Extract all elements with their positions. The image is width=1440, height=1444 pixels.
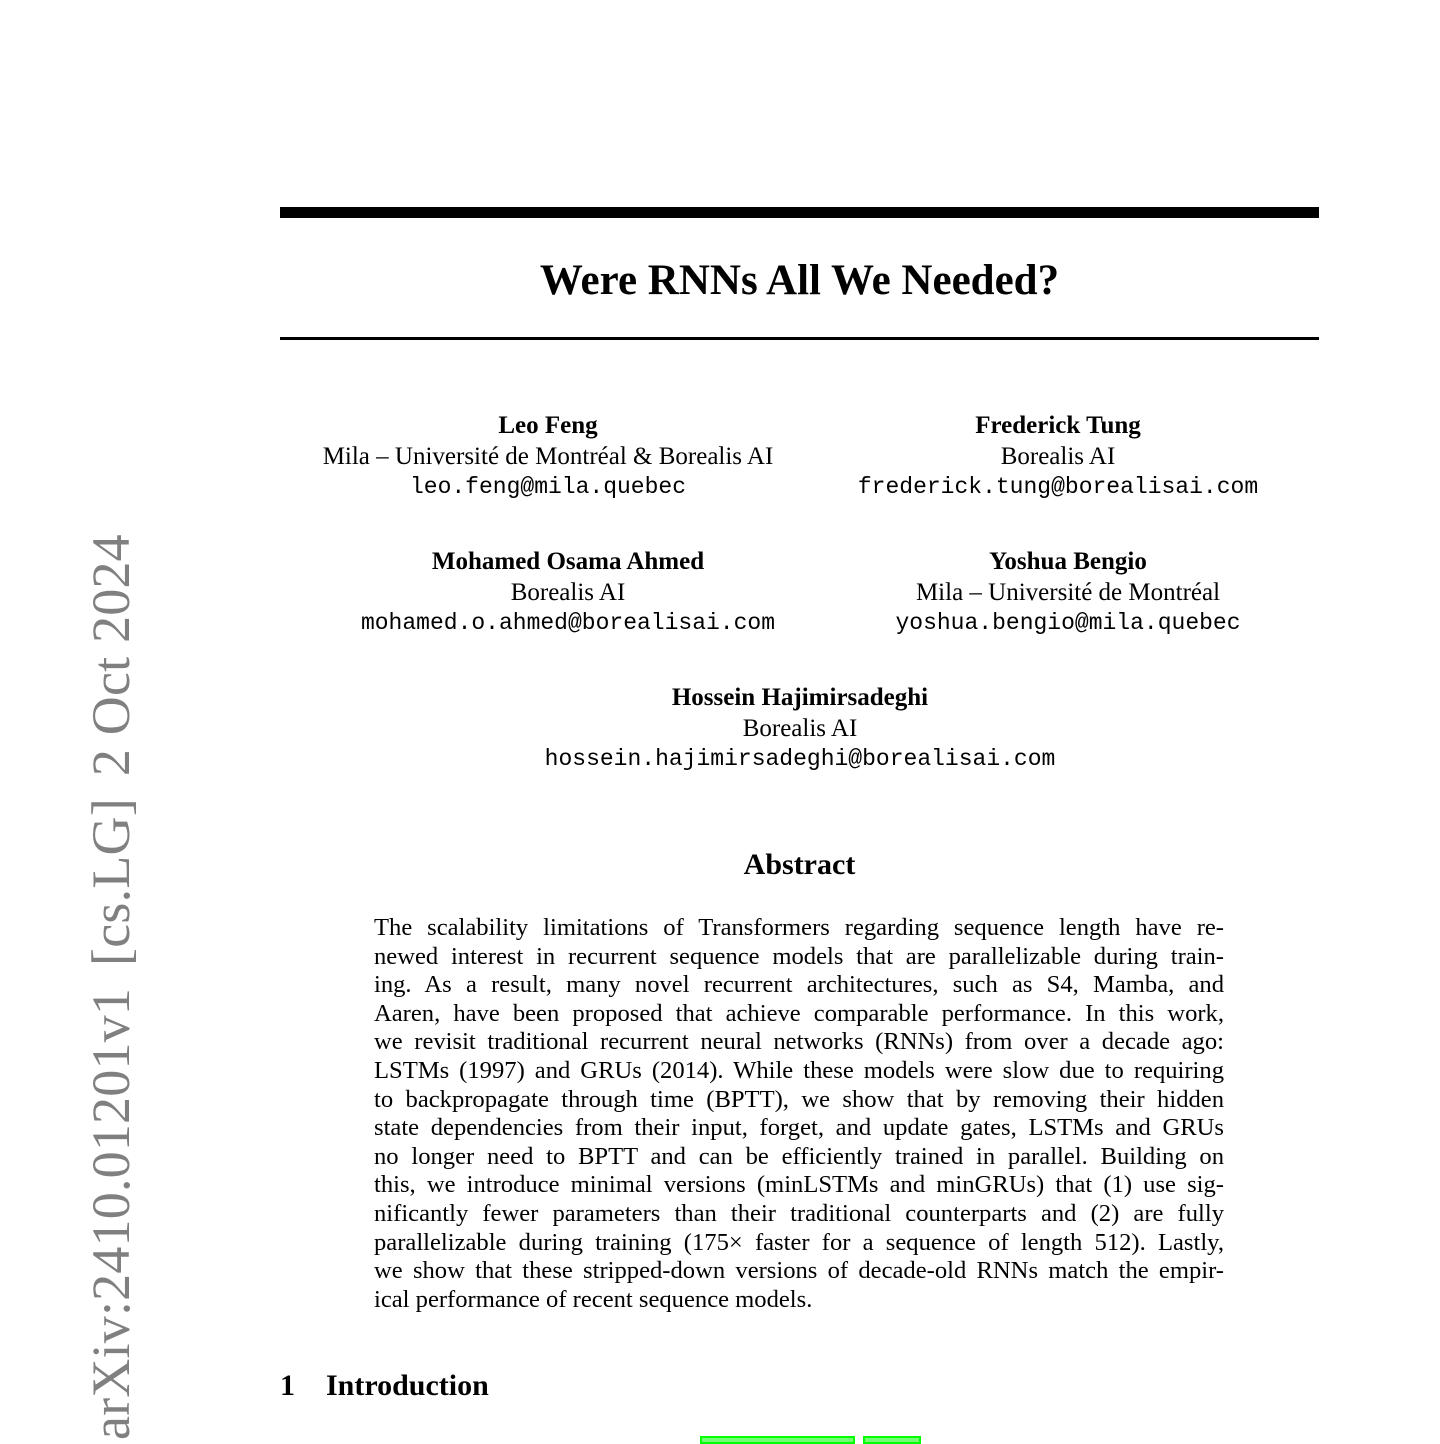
abstract-line: The scalability limitations of Transformers regarding sequence length have re- [374,914,1224,941]
author-block [318,546,818,639]
abstract-line: we show that these stripped-down versions of decade-old RNNs match the empir- [374,1257,1224,1285]
abstract-heading: Abstract [743,848,856,881]
section-title: Introduction [326,1369,489,1402]
author-block [298,410,798,503]
author-name: Frederick Tung [975,412,1141,439]
author-email: yoshua.bengio@mila.quebec [895,610,1241,636]
abstract-line: ical performance of recent sequence models. [374,1285,813,1313]
abstract-line: state dependencies from their input, forget, and update gates, LSTMs and GRUs [374,1114,1224,1142]
author-name: Mohamed Osama Ahmed [431,548,705,575]
abstract-line: newed interest in recurrent sequence models that are parallelizable during train- [374,942,1224,970]
author-affiliation: Borealis AI [742,715,858,742]
title-top-rule [280,207,1319,218]
abstract-line: this, we introduce minimal versions (minLSTMs and minGRUs) that (1) use sig- [374,1171,1224,1199]
author-affiliation: Mila – Université de Montréal & Borealis AI [322,443,774,470]
section-heading-introduction [280,1366,489,1406]
abstract-line: ing. As a result, many novel recurrent architectures, such as S4, Mamba, and [374,971,1224,999]
paper-title: Were RNNs All We Needed? [539,257,1060,304]
abstract-line: to backpropagate through time (BPTT), we show that by removing their hidden [374,1085,1224,1113]
author-block [500,682,1100,775]
arxiv-date: 2 Oct 2024 [81,534,141,777]
author-block [818,546,1318,639]
citation-link[interactable] [700,1436,855,1444]
abstract-line: parallelizable during training (175× faster for a sequence of length 512). Lastly, [374,1228,1224,1256]
author-email: frederick.tung@borealisai.com [857,474,1259,500]
arxiv-category: [cs.LG] [81,798,141,966]
author-block [808,410,1308,503]
author-affiliation: Mila – Université de Montréal [915,579,1221,606]
author-affiliation: Borealis AI [1000,443,1116,470]
section-number: 1 [280,1369,295,1402]
abstract-line: LSTMs (1997) and GRUs (2014). While these models were slow due to requiring [374,1056,1224,1084]
abstract-line: no longer need to BPTT and can be efficiently trained in parallel. Building on [374,1142,1224,1170]
abstract-line: Aaren, have been proposed that achieve comparable performance. In this work, [374,999,1224,1027]
title-bottom-rule [280,337,1319,340]
citation-link[interactable] [863,1436,921,1444]
arxiv-identifier-stamp [81,534,141,1440]
author-email: hossein.hajimirsadeghi@borealisai.com [544,746,1056,772]
author-name: Hossein Hajimirsadeghi [671,684,929,711]
author-name: Leo Feng [498,412,598,439]
abstract-body [374,914,1224,1314]
author-email: mohamed.o.ahmed@borealisai.com [360,610,776,636]
author-affiliation: Borealis AI [510,579,626,606]
author-name: Yoshua Bengio [989,548,1147,575]
arxiv-id: arXiv:2410.01201v1 [81,987,141,1440]
author-email: leo.feng@mila.quebec [409,474,687,500]
abstract-line: nificantly fewer parameters than their traditional counterparts and (2) are fully [374,1199,1224,1227]
abstract-line: we revisit traditional recurrent neural networks (RNNs) from over a decade ago: [374,1028,1224,1056]
